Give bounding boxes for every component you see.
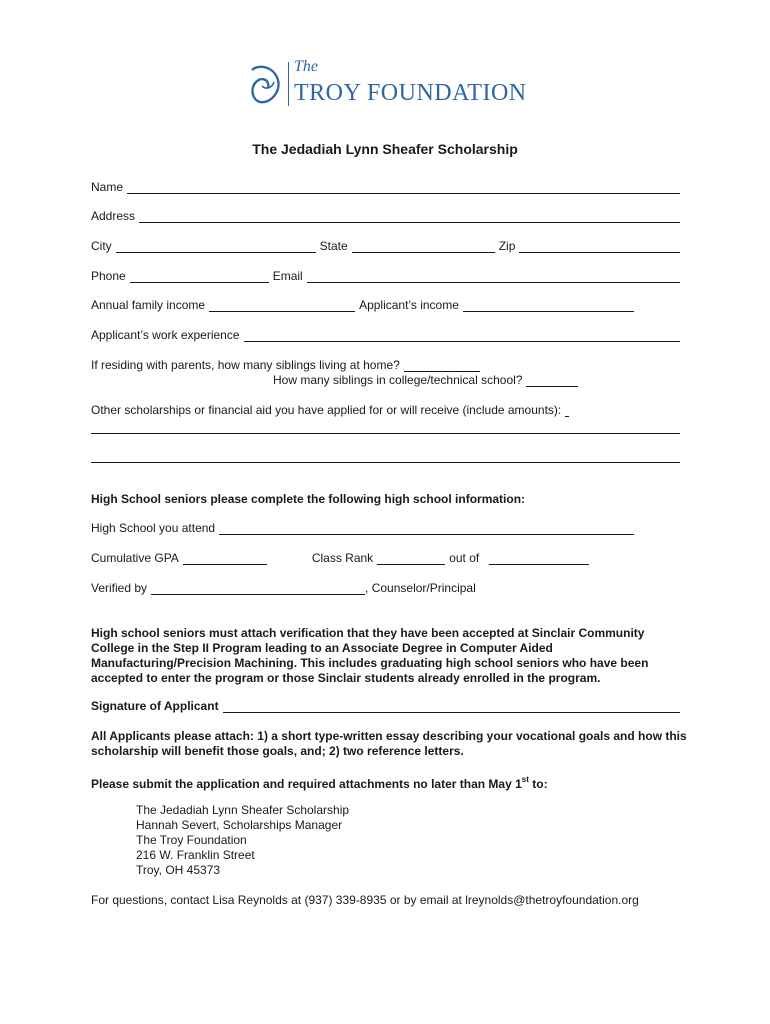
zip-field[interactable] [519, 241, 680, 253]
zip-label: Zip [498, 239, 516, 253]
troy-foundation-logo [248, 58, 538, 110]
siblings-home-field[interactable] [404, 360, 480, 372]
name-field[interactable] [127, 182, 680, 194]
siblings-college-label: How many siblings in college/technical school? [273, 373, 523, 387]
city-label: City [91, 239, 112, 253]
contact-line: For questions, contact Lisa Reynolds at (937) 339-8935 or by email at lreynolds@thetroyfoundation.org [91, 893, 639, 907]
submit-tail: to: [528, 777, 548, 791]
hs-school-row [91, 521, 634, 535]
city-field[interactable] [116, 241, 316, 253]
gpa-rank-row [91, 551, 589, 565]
logo-divider [288, 62, 289, 106]
email-field[interactable] [307, 271, 680, 283]
class-rank-label: Class Rank [311, 551, 374, 565]
class-rank-field[interactable] [377, 553, 445, 565]
submit-text: Please submit the application and required attachments no later than May 1 [91, 777, 522, 791]
address-line-3: The Troy Foundation [136, 833, 247, 847]
signature-label: Signature of Applicant [91, 699, 219, 713]
hs-school-field[interactable] [219, 523, 634, 535]
out-of-label: out of [449, 551, 480, 565]
logo-the-text: The [294, 58, 318, 75]
address-line-4: 216 W. Franklin Street [136, 848, 255, 862]
gpa-field[interactable] [183, 553, 267, 565]
phone-field[interactable] [130, 271, 269, 283]
other-scholarships-label: Other scholarships or financial aid you have applied for or will receive (include amounts): [91, 403, 562, 417]
work-experience-label: Applicant’s work experience [91, 328, 240, 342]
name-label: Name [91, 180, 124, 194]
siblings-college-row [273, 373, 578, 387]
form-title: The Jedadiah Lynn Sheafer Scholarship [252, 141, 518, 157]
applicant-income-field[interactable] [463, 300, 634, 312]
hs-school-label: High School you attend [91, 521, 216, 535]
email-label: Email [272, 269, 303, 283]
annual-income-field[interactable] [209, 300, 355, 312]
address-line-5: Troy, OH 45373 [136, 863, 221, 877]
name-row [91, 180, 680, 194]
signature-field[interactable] [223, 701, 680, 713]
leaf-logo-icon [248, 62, 284, 108]
submit-paragraph [91, 772, 691, 792]
submit-sup: st [521, 775, 529, 784]
other-scholarships-line-1[interactable] [91, 433, 680, 434]
hs-heading: High School seniors please complete the following high school information: [91, 492, 526, 506]
siblings-home-row [91, 358, 480, 372]
address-label: Address [91, 209, 136, 223]
other-scholarships-field[interactable] [565, 405, 569, 417]
other-scholarships-row [91, 403, 569, 417]
applicant-income-label: Applicant’s income [359, 298, 459, 312]
state-field[interactable] [352, 241, 495, 253]
annual-income-label: Annual family income [91, 298, 206, 312]
work-experience-field[interactable] [244, 330, 680, 342]
siblings-home-label: If residing with parents, how many siblings living at home? [91, 358, 400, 372]
address-field[interactable] [139, 211, 680, 223]
city-state-zip-row [91, 239, 680, 253]
address-line-2: Hannah Severt, Scholarships Manager [136, 818, 343, 832]
gpa-label: Cumulative GPA [91, 551, 179, 565]
verified-by-label: Verified by [91, 581, 148, 595]
counselor-label: , Counselor/Principal [365, 581, 476, 595]
verified-row [91, 581, 476, 595]
phone-email-row [91, 269, 680, 283]
siblings-college-field[interactable] [526, 375, 578, 387]
out-of-field[interactable] [489, 553, 589, 565]
attach-paragraph: All Applicants please attach: 1) a short type-written essay describing your vocational goals and how this scholarship will benefit those goals, and; 2) two reference letters. [91, 729, 687, 758]
address-block [136, 803, 349, 878]
income-row [91, 298, 634, 312]
phone-label: Phone [91, 269, 126, 283]
state-label: State [319, 239, 348, 253]
logo-name-text: TROY FOUNDATION [294, 80, 527, 106]
other-scholarships-line-2[interactable] [91, 462, 680, 463]
verified-by-field[interactable] [151, 583, 365, 595]
verification-paragraph: High school seniors must attach verification that they have been accepted at Sinclair Community College in the Step II Program leading to an Associate Degree in Computer Aided Manufacturing/Precision Machining. This includes graduating high school seniors who have been accepted to enter the program or those Sinclair students already enrolled in the program. [91, 626, 649, 685]
signature-row [91, 699, 680, 713]
address-line-1: The Jedadiah Lynn Sheafer Scholarship [136, 803, 350, 817]
address-row [91, 209, 680, 223]
work-experience-row [91, 328, 680, 342]
